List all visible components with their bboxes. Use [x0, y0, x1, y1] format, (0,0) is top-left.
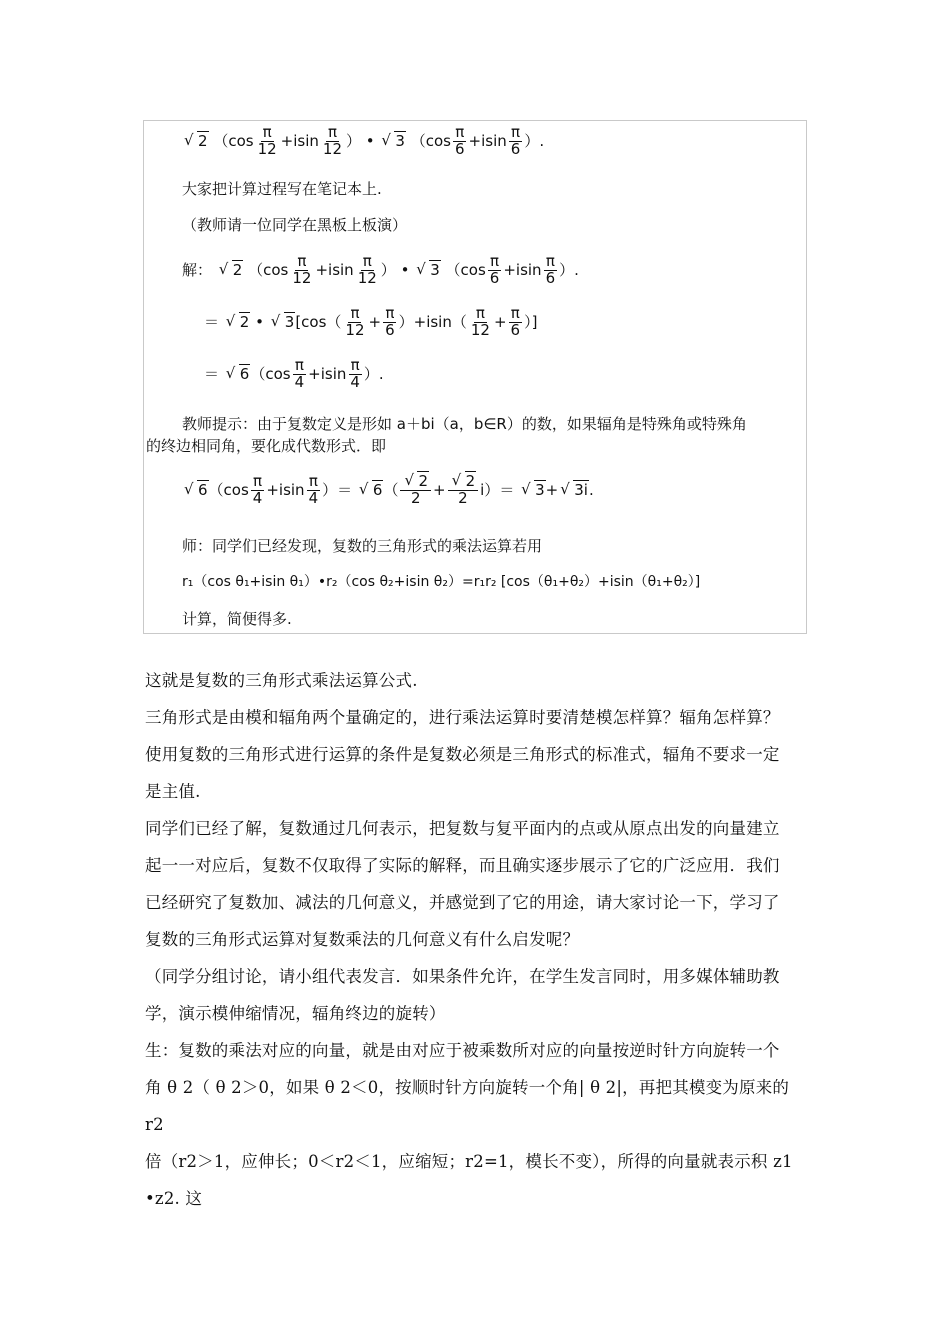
instruction-text: 大家把计算过程写在笔记本上. — [182, 180, 382, 198]
hint-text: 的终边相同角，要化成代数形式．即 — [146, 437, 387, 455]
paragraph-line: 角 θ 2（ θ 2＞0，如果 θ 2＜0，按顺时针方向旋转一个角| θ 2|，再把其模变为原来的 r2 — [145, 1078, 790, 1134]
fraction: $\frac{\pi}{6}$ — [455, 123, 465, 158]
instruction-note: （教师请一位同学在黑板上板演） — [182, 216, 408, 234]
sqrt: √ 2 — [219, 261, 244, 279]
fraction: $\frac{\pi}{4}$ — [252, 472, 263, 507]
sqrt: √ 3i — [560, 481, 589, 499]
conversion-line: √ 6（cos $\frac{\pi}{4}$ +isin $\frac{\pi}{4}$ ）＝ √ 6（ √ $\frac{2}{2}$ + √ $\frac{2}{2}$ i）＝ √ 3+√ 3i. — [182, 474, 594, 507]
sqrt: √ 3 — [271, 313, 296, 331]
fraction: $\frac{\pi}{4}$ — [350, 356, 360, 391]
fraction: $\frac{\pi}{6}$ — [385, 304, 395, 339]
sqrt: √ 2 — [404, 474, 429, 490]
solution-step-2: ＝ √ 2 • √ 3[cos（ $\frac{\pi}{12}$ + $\frac{\pi}{6}$ ）+isin（ $\frac{\pi}{12}$ + $\frac{\pi}{6}$ ）] — [204, 306, 537, 339]
fraction: $\frac{\pi}{6}$ — [510, 123, 521, 158]
solution-line: 解： √ 2 （cos $\frac{\pi}{12}$ +isin $\frac{\pi}{12}$ ） • √ 3 （cos $\frac{\pi}{6}$ +isin $\frac{\pi}{6}$ ）. — [182, 254, 579, 287]
paragraph-line: 使用复数的三角形式进行运算的条件是复数必须是三角形式的标准式，辐角不要求一定 — [145, 745, 780, 764]
fraction: √ $\frac{2}{2}$ — [448, 474, 479, 507]
paragraph-line: 同学们已经了解，复数通过几何表示，把复数与复平面内的点或从原点出发的向量建立 — [145, 819, 780, 838]
paragraph-line: 三角形式是由模和辐角两个量确定的，进行乘法运算时要清楚模怎样算？辐角怎样算？ — [145, 708, 780, 727]
fraction: $\frac{\pi}{4}$ — [294, 356, 305, 391]
paragraph-line: 这就是复数的三角形式乘法运算公式. — [145, 671, 418, 690]
paragraph-line: 是主值. — [145, 782, 201, 801]
fraction: $\frac{\pi}{12}$ — [322, 123, 342, 158]
sqrt: √ 3 — [521, 481, 546, 499]
calc-note: 计算，简便得多. — [182, 610, 292, 628]
sqrt: √ 2 — [452, 474, 477, 490]
paragraph-line: 学，演示模伸缩情况，辐角终边的旋转） — [145, 1004, 446, 1023]
paragraph-line: 生：复数的乘法对应的向量，就是由对应于被乘数所对应的向量按逆时针方向旋转一个 — [145, 1041, 780, 1060]
fraction: $\frac{\pi}{12}$ — [292, 252, 312, 287]
math-figure — [143, 120, 807, 634]
sqrt: √ 2 — [226, 313, 251, 331]
fraction: $\frac{\pi}{12}$ — [345, 304, 365, 339]
paragraph-line: （同学分组讨论，请小组代表发言．如果条件允许，在学生发言同时，用多媒体辅助教 — [145, 967, 780, 986]
sqrt: √ 3 — [416, 261, 441, 279]
paragraph-line: 起一一对应后，复数不仅取得了实际的解释，而且确实逐步展示了它的广泛应用．我们 — [145, 856, 780, 875]
body-text — [145, 662, 810, 1217]
solution-step-3: ＝ √ 6（cos $\frac{\pi}{4}$ +isin $\frac{\pi}{4}$ ）. — [204, 358, 384, 391]
fraction: $\frac{\pi}{6}$ — [489, 252, 500, 287]
paragraph-line: 已经研究了复数加、减法的几何意义，并感觉到了它的用途，请大家讨论一下，学习了 — [145, 893, 780, 912]
sqrt: √ 3 — [381, 132, 406, 150]
hint-text: 教师提示：由于复数定义是形如 a＋bi（a，b∈R）的数，如果辐角是特殊角或特殊角 — [182, 415, 747, 433]
fraction: $\frac{\pi}{12}$ — [470, 304, 490, 339]
fraction: $\frac{\pi}{4}$ — [308, 472, 319, 507]
sqrt: √ 2 — [184, 132, 209, 150]
sqrt: √ 6 — [226, 365, 251, 383]
fraction: $\frac{\pi}{12}$ — [257, 123, 277, 158]
fraction: √ $\frac{2}{2}$ — [400, 474, 431, 507]
fraction: $\frac{\pi}{6}$ — [510, 304, 521, 339]
fraction: $\frac{\pi}{12}$ — [357, 252, 377, 287]
multiplication-formula: r₁（cos θ₁+isin θ₁）•r₂（cos θ₂+isin θ₂）=r₁r₂ [cos（θ₁+θ₂）+isin（θ₁+θ₂）] — [182, 574, 701, 590]
paragraph-line: 复数的三角形式运算对复数乘法的几何意义有什么启发呢？ — [145, 930, 580, 949]
fraction: $\frac{\pi}{6}$ — [545, 252, 556, 287]
sqrt: √ 6 — [359, 481, 384, 499]
teacher-statement: 师：同学们已经发现，复数的三角形式的乘法运算若用 — [182, 537, 543, 555]
paragraph-line: 倍（r2＞1，应伸长；0＜r2＜1，应缩短；r2=1，模长不变），所得的向量就表示积 z1 •z2. 这 — [145, 1152, 793, 1208]
expression-line: √ 2 （cos $\frac{\pi}{12}$ +isin $\frac{\pi}{12}$ ） • √ 3 （cos $\frac{\pi}{6}$ +isin $\frac{\pi}{6}$ ）. — [182, 125, 544, 158]
sqrt: √ 6 — [184, 481, 209, 499]
